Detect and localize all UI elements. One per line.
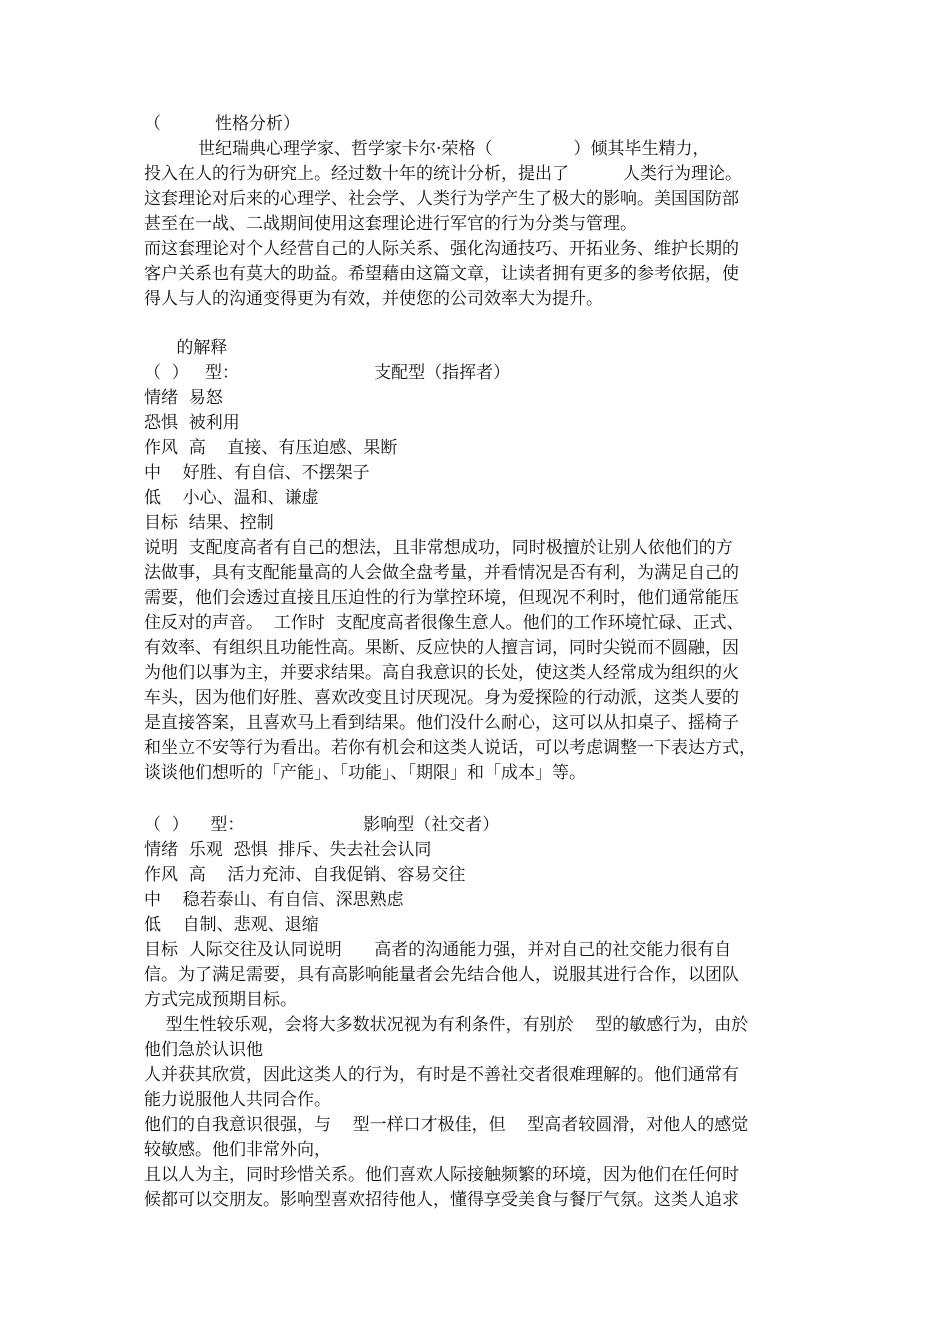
type-i-line: 候都可以交朋友。影响型喜欢招待他人，懂得享受美食与餐厅气氛。这类人追求 — [144, 1190, 739, 1210]
paragraph-gap — [144, 312, 806, 336]
intro-line: 这套理论对后来的心理学、社会学、人类行为学产生了极大的影响。美国国防部 — [144, 189, 739, 209]
intro-line: 客户关系也有莫大的助益。希望藉由这篇文章，让读者拥有更多的参考依据，使 — [144, 264, 739, 284]
type-i-line: 情绪 乐观 恐惧 排斥、失去社会认同 — [144, 840, 432, 860]
type-i-line: 中 稳若泰山、有自信、深思熟虑 — [144, 890, 404, 910]
type-i-line: 信。为了满足需要，具有高影响能量者会先结合他人，说服其进行合作，以团队 — [144, 965, 739, 985]
document-page — [144, 112, 806, 1213]
type-d-line: 谈谈他们想听的「产能」、「功能」、「期限」和「成本」等。 — [144, 763, 586, 783]
type-i-line: 作风 高 活力充沛、自我促销、容易交往 — [144, 865, 466, 885]
type-i-line: 他们的自我意识很强，与 型一样口才极佳，但 型高者较圆滑，对他人的感觉 — [144, 1115, 749, 1135]
explain-heading: 的解释 — [144, 338, 228, 358]
intro-title: （ 性格分析） — [144, 114, 301, 134]
type-d-line: 中 好胜、有自信、不摆架子 — [144, 463, 370, 483]
type-i-line: 低 自制、悲观、退缩 — [144, 915, 319, 935]
type-i-heading: （ ） 型： 影响型（社交者） — [144, 815, 500, 835]
type-d-line: 说明 支配度高者有自己的想法，且非常想成功，同时极擅於让别人依他们的方 — [144, 538, 733, 558]
type-d-line: 和坐立不安等行为看出。若你有机会和这类人说话，可以考虑调整一下表达方式， — [144, 738, 756, 758]
type-d-line: 有效率、有组织且功能性高。果断、反应快的人擅言词，同时尖锐而不圆融，因 — [144, 638, 739, 658]
intro-line: 投入在人的行为研究上。经过数十年的统计分析，提出了 人类行为理论。 — [144, 164, 743, 184]
intro-line: 得人与人的沟通变得更为有效，并使您的公司效率大为提升。 — [144, 289, 603, 309]
type-d-line: 住反对的声音。 工作时 支配度高者很像生意人。他们的工作环境忙碌、正式、 — [144, 613, 744, 633]
type-d-line: 目标 结果、控制 — [144, 513, 274, 533]
type-i-line: 目标 人际交往及认同说明 高者的沟通能力强，并对自己的社交能力很有自 — [144, 940, 732, 960]
intro-line: 甚至在一战、二战期间使用这套理论进行军官的行为分类与管理。 — [144, 214, 637, 234]
type-d-line: 为他们以事为主，并要求结果。高自我意识的长处，使这类人经常成为组织的火 — [144, 663, 739, 683]
type-d-line: 需要，他们会透过直接且压迫性的行为掌控环境，但现况不利时，他们通常能压 — [144, 588, 739, 608]
type-d-line: 作风 高 直接、有压迫感、果断 — [144, 438, 398, 458]
intro-line: 世纪瑞典心理学家、哲学家卡尔·荣格（ ）倾其毕生精力， — [144, 139, 710, 159]
type-d-line: 恐惧 被利用 — [144, 413, 240, 433]
paragraph-gap — [144, 786, 806, 813]
type-d-line: 车头，因为他们好胜、喜欢改变且讨厌现况。身为爱探险的行动派，这类人要的 — [144, 688, 739, 708]
type-d-line: 是直接答案，且喜欢马上看到结果。他们没什么耐心，这可以从扣桌子、摇椅子 — [144, 713, 739, 733]
type-i-line: 人并获其欣赏，因此这类人的行为，有时是不善社交者很难理解的。他们通常有 — [144, 1065, 739, 1085]
type-i-line: 型生性较乐观，会将大多数状况视为有利条件，有别於 型的敏感行为，由於 — [144, 1015, 749, 1035]
type-i-line: 能力说服他人共同合作。 — [144, 1090, 331, 1110]
intro-line: 而这套理论对个人经营自己的人际关系、强化沟通技巧、开拓业务、维护长期的 — [144, 239, 739, 259]
type-i-line: 方式完成预期目标。 — [144, 990, 297, 1010]
type-i-line: 且以人为主，同时珍惜关系。他们喜欢人际接触频繁的环境，因为他们在任何时 — [144, 1165, 739, 1185]
type-i-line: 他们急於认识他 — [144, 1040, 263, 1060]
type-i-line: 较敏感。他们非常外向， — [144, 1140, 331, 1160]
type-d-line: 情绪 易怒 — [144, 388, 223, 408]
type-d-line: 法做事，具有支配能量高的人会做全盘考量，并看情况是否有利，为满足自己的 — [144, 563, 739, 583]
type-d-heading: （ ） 型： 支配型（指挥者） — [144, 363, 511, 383]
type-d-line: 低 小心、温和、谦虚 — [144, 488, 319, 508]
